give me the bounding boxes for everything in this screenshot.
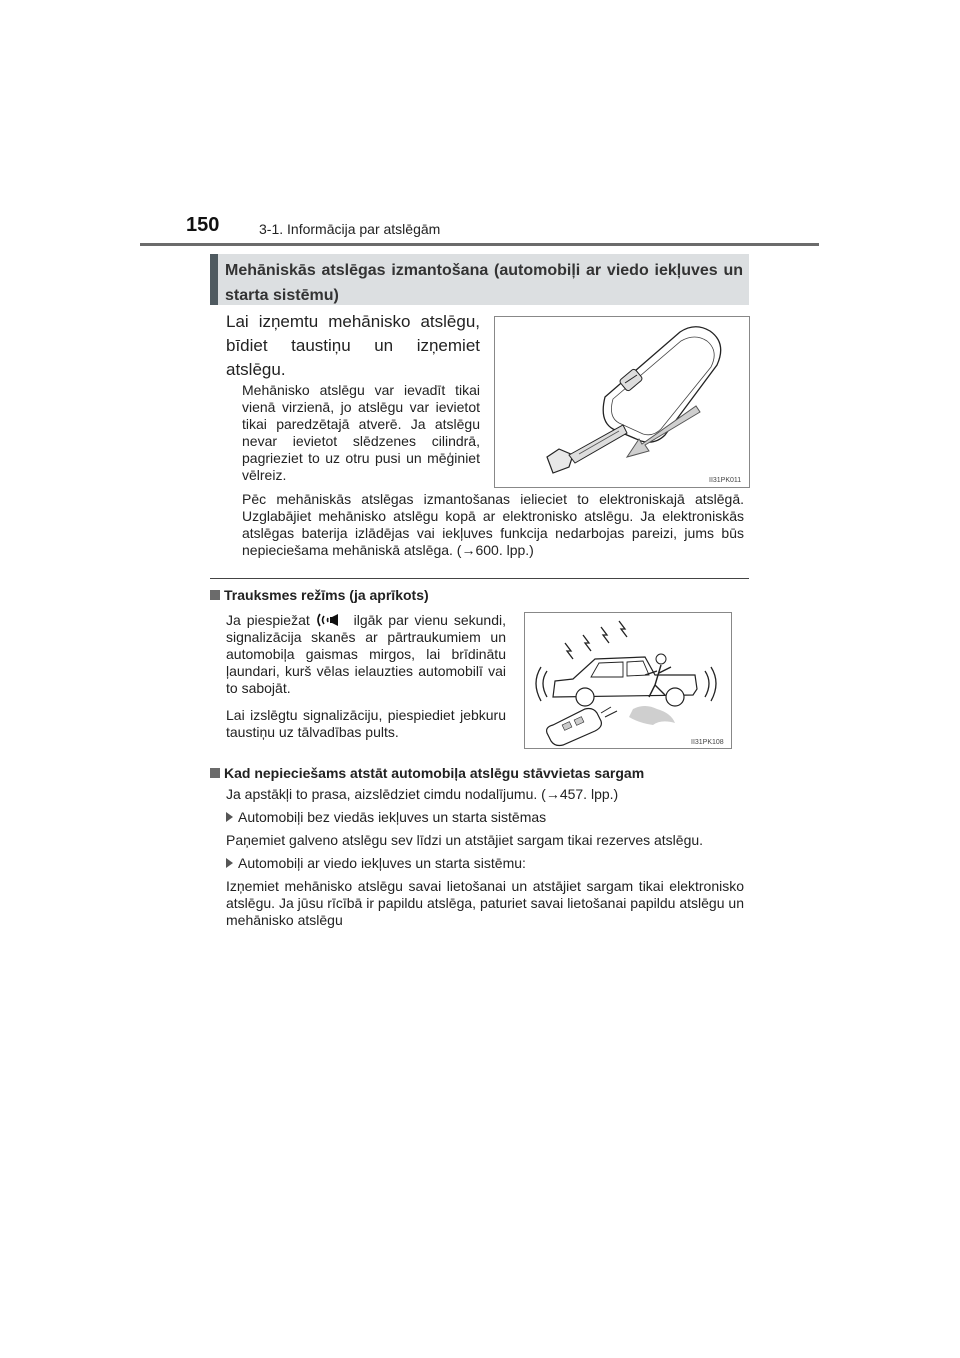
square-marker-icon: [210, 768, 220, 778]
chapter-title: 3-1. Informācija par atslēgām: [259, 221, 441, 237]
note-paragraph-1: Mehānisko atslēgu var ievadīt tikai vienā virzienā, jo atslēgu var ievietot tikai paredzētajā atverē. Ja atslēgu nevar ievietot slēdzenes cilindrā, pagrieziet to uz otru pusi un mēģiniet vēlreiz.: [242, 382, 480, 483]
valet-bullet-2-text: Automobiļi ar viedo iekļuves un starta sistēmu:: [238, 855, 526, 871]
page-number: 150: [186, 214, 220, 236]
valet-bullet-1: [226, 809, 744, 826]
triangle-bullet-icon: [226, 812, 233, 822]
alarm-text-after: ilgāk par vienu sekundi, signalizācija skanēs ar pārtraukumiem un automobiļa gaismas mirgos, lai brīdinātu ļaundari, kurš vēlas ielauzties automobilī vai to sabojāt.: [226, 612, 506, 696]
valet-bullet-1-text: Automobiļi bez viedās iekļuves un starta sistēmas: [238, 809, 547, 825]
note-paragraph-2: Pēc mehāniskās atslēgas izmantošanas ielieciet to elektroniskajā atslēgā. Uzglabājiet mehānisko atslēgu kopā ar elektronisko atslēgu. Ja elektroniskās atslēgas baterija izlādējas vai iekļuves funkcija nedarbojas pareizi, jums būs nepieciešama mehāniskā atslēga. (→600. lpp.): [242, 491, 744, 558]
key-fob-illustration: [495, 317, 749, 487]
section-divider: [210, 578, 749, 579]
valet-heading: [210, 765, 644, 781]
valet-heading-text: Kad nepieciešams atstāt automobiļa atslēgu stāvvietas sargam: [224, 765, 645, 781]
alarm-paragraph-1: [226, 612, 506, 697]
valet-intro: Ja apstākļi to prasa, aizslēdziet cimdu nodalījumu. (→457. lpp.): [226, 786, 619, 802]
figure-code: II31PK011: [709, 477, 742, 484]
valet-text-1: Paņemiet galveno atslēgu sev līdzi un atstājiet sargam tikai rezerves atslēgu.: [226, 832, 704, 848]
alarm-illustration: [525, 613, 731, 748]
alarm-paragraph-2: Lai izslēgtu signalizāciju, piespiediet jebkuru taustiņu uz tālvadības pults.: [226, 707, 506, 740]
triangle-bullet-icon: [226, 858, 233, 868]
valet-bullet-2: [226, 855, 744, 872]
alarm-text-before: Ja piespiežat: [226, 612, 310, 628]
square-marker-icon: [210, 590, 220, 600]
valet-text-2: Izņemiet mehānisko atslēgu savai lietošanai un atstājiet sargam tikai elektronisko atslēgu. Ja jūsu rīcībā ir papildu atslēga, paturiet savai lietošanai papildu atslēgu un mehānisko atslēgu: [226, 878, 744, 928]
alarm-heading-text: Trauksmes režīms (ja aprīkots): [224, 587, 429, 603]
section-title: Mehāniskās atslēgas izmantošana (automobiļi ar viedo iekļuves un starta sistēmu): [225, 262, 743, 304]
figure-alarm: [524, 612, 732, 749]
alarm-heading: [210, 587, 429, 603]
alarm-button-icon: [316, 612, 348, 628]
header-rule: [140, 243, 819, 246]
figure-mechanical-key: [494, 316, 750, 488]
figure-code: II31PK108: [691, 739, 724, 746]
lead-paragraph: Lai izņemtu mehānisko atslēgu, bīdiet taustiņu un izņemiet atslēgu.: [226, 312, 480, 379]
